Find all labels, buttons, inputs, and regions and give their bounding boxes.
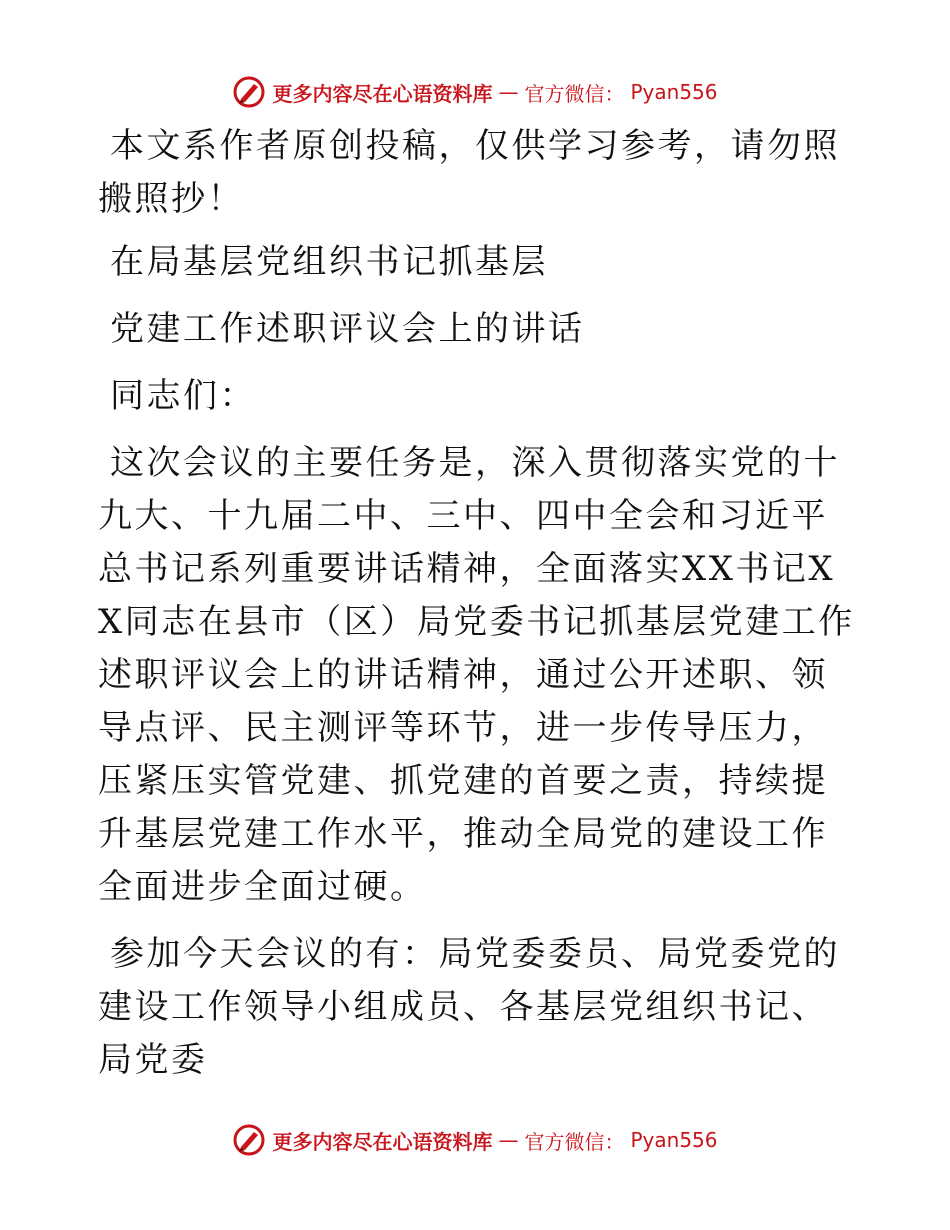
watermark-dash: — (498, 1128, 519, 1152)
watermark-official-label: 官方微信： (524, 81, 625, 106)
footer-watermark (0, 1120, 950, 1160)
document-body (98, 120, 858, 1087)
watermark-text: 更多内容尽在心语资料库 (272, 81, 493, 106)
pen-logo-icon (232, 75, 266, 109)
header-watermark (0, 72, 950, 112)
watermark-dash: — (498, 80, 519, 104)
speech-title-line-1: 在局基层党组织书记抓基层 (110, 242, 548, 282)
speech-title-line-2: 党建工作述职评议会上的讲话 (110, 309, 585, 349)
watermark-account: Pyan556 (630, 1128, 718, 1152)
watermark-official-label: 官方微信： (524, 1129, 625, 1154)
watermark-text: 更多内容尽在心语资料库 (272, 1129, 493, 1154)
watermark-account: Pyan556 (630, 80, 718, 104)
pen-logo-icon (232, 1123, 266, 1157)
body-paragraph-1: 这次会议的主要任务是，深入贯彻落实党的十九大、十九届二中、三中、四中全会和习近平总书记系列重要讲话精神，全面落实XX书记XX同志在县市（区）局党委书记抓基层党建工作述职评议会上的讲话精神，通过公开述职、领导点评、民主测评等环节，进一步传导压力，压紧压实管党建、抓党建的首要之责，持续提升基层党建工作水平，推动全局党的建设工作全面进步全面过硬。 (98, 443, 855, 907)
greeting: 同志们： (110, 376, 256, 416)
body-paragraph-2: 参加今天会议的有：局党委委员、局党委党的建设工作领导小组成员、各基层党组织书记、局党委 (98, 934, 840, 1080)
disclaimer-text: 本文系作者原创投稿，仅供学习参考，请勿照搬照抄！ (98, 126, 840, 219)
